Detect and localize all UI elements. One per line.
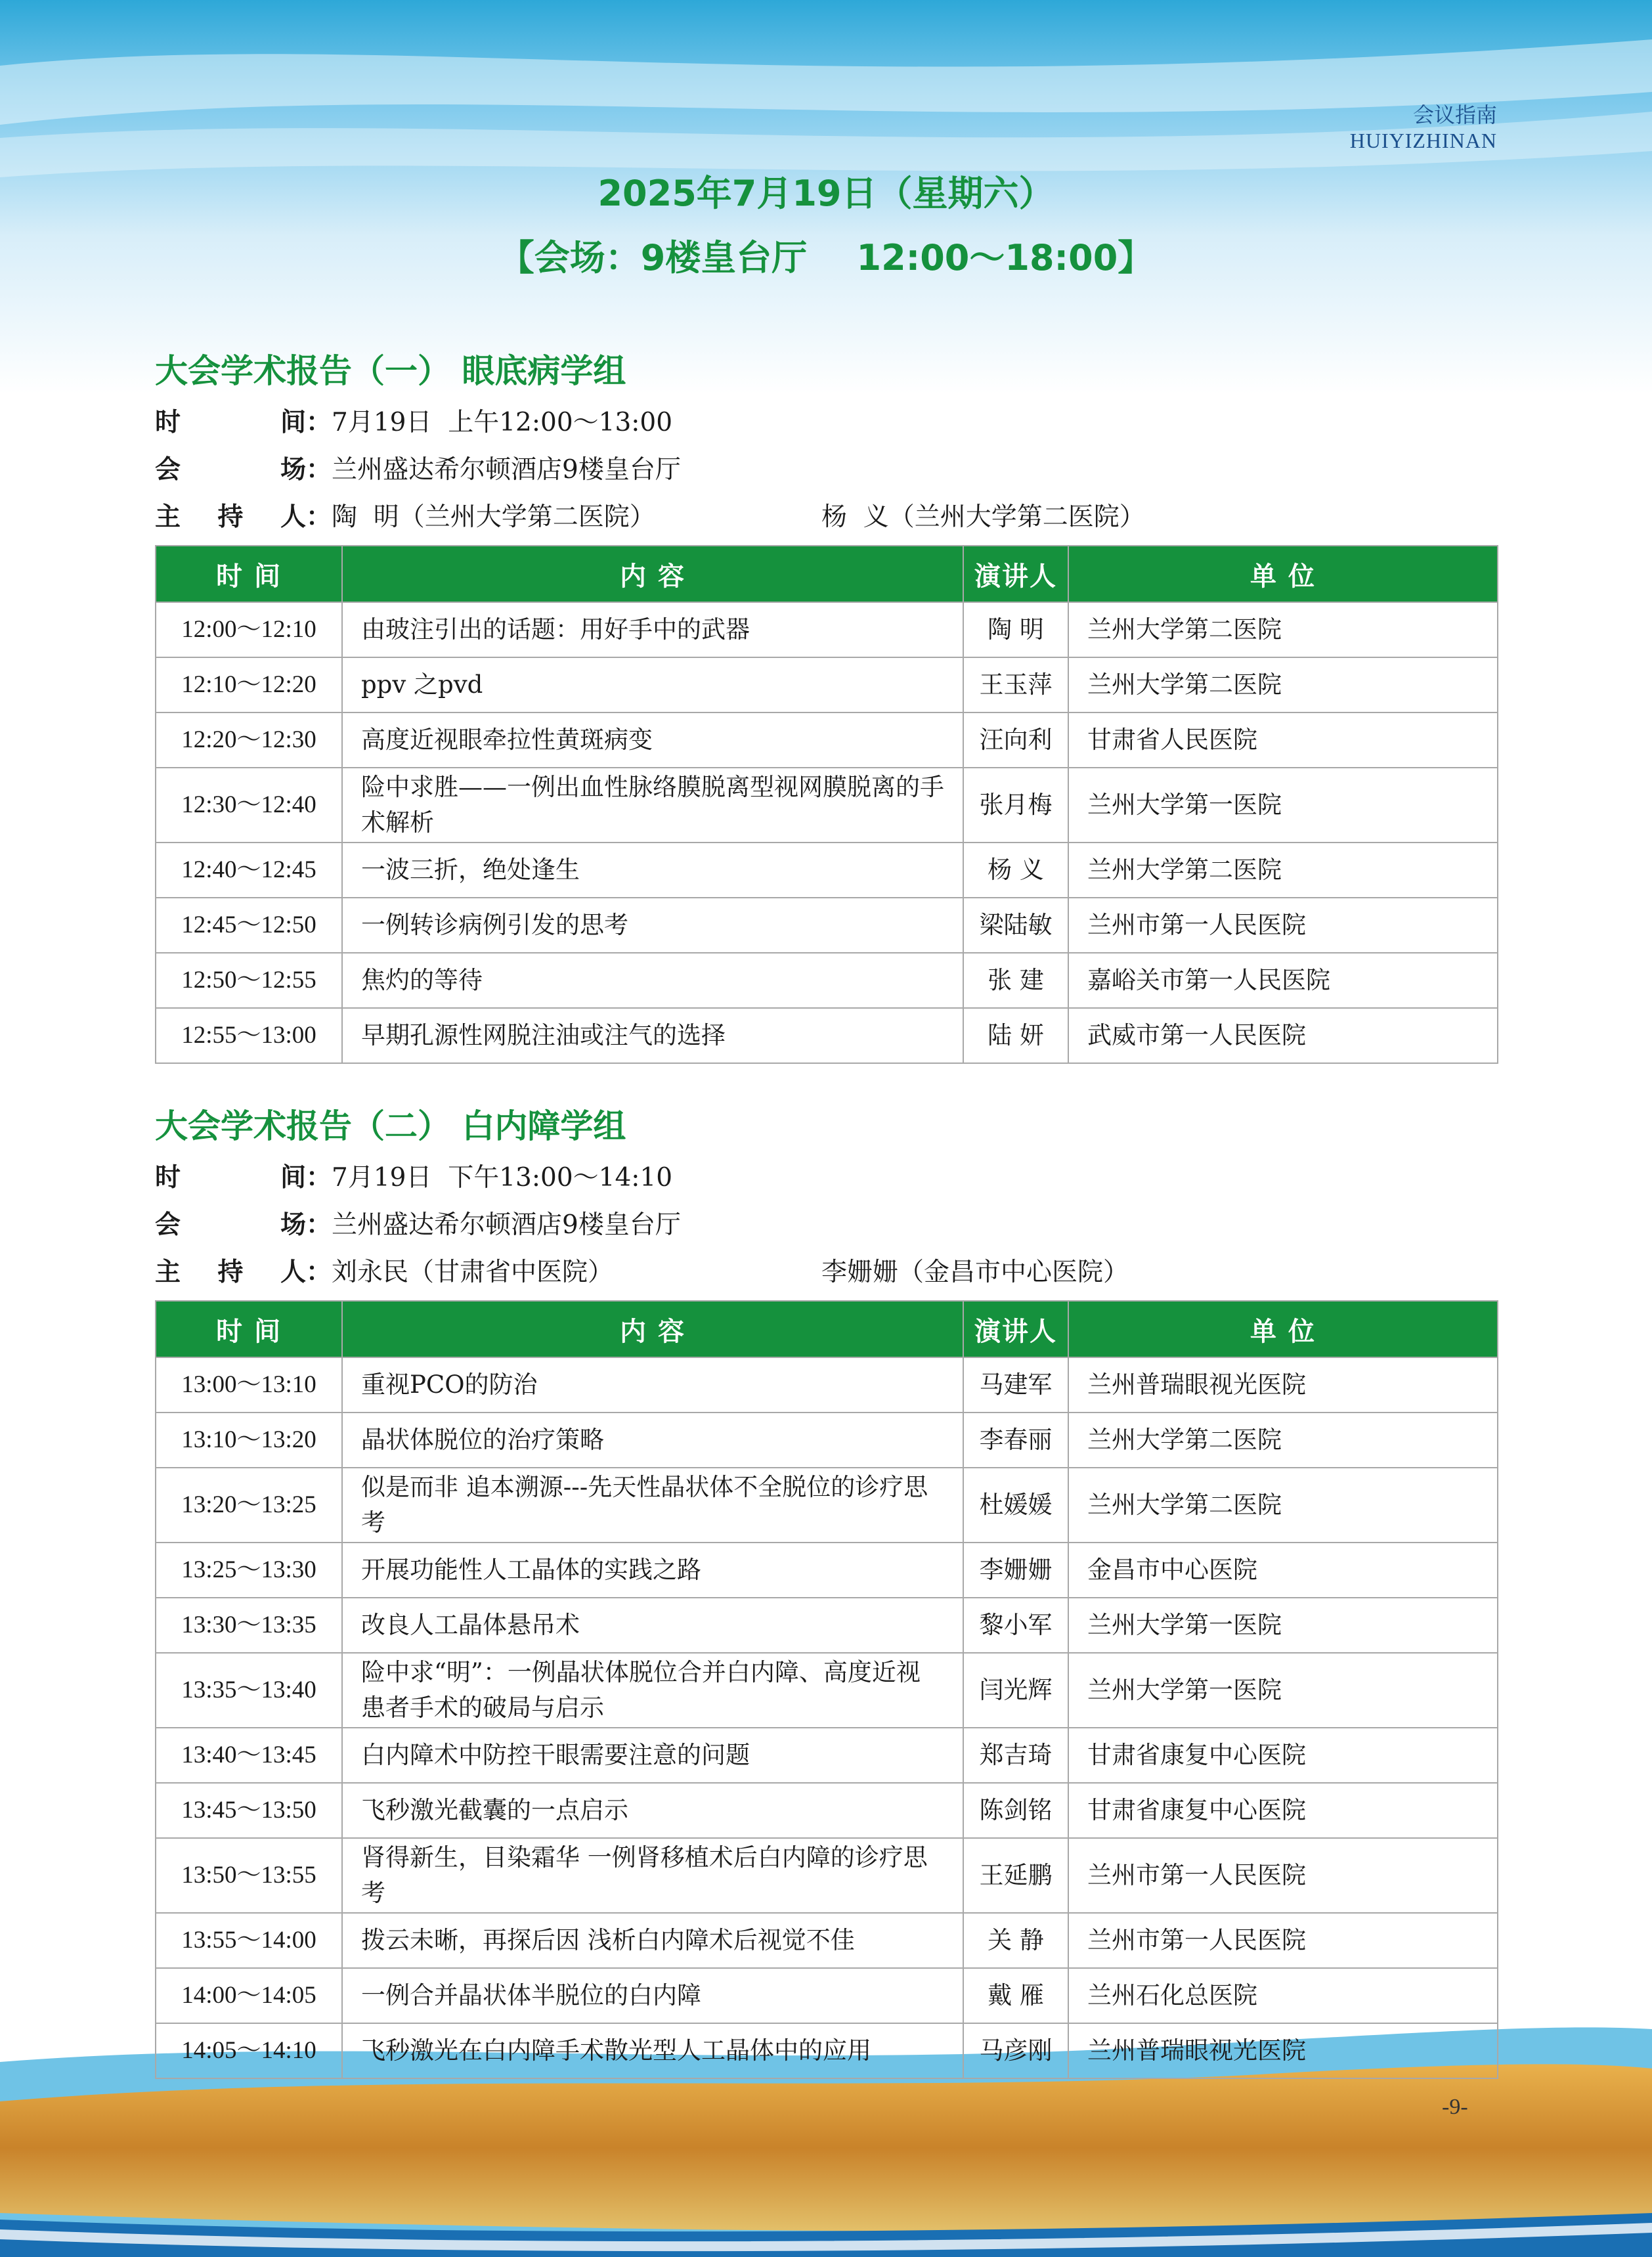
row-time: 12:00～12:10 [156,602,342,657]
session-host-row: 主 持 人 ： 陶 明（兰州大学第二医院） 杨 义（兰州大学第二医院） [155,494,1497,541]
row-speaker: 杜媛媛 [963,1468,1068,1543]
row-unit: 甘肃省康复中心医院 [1068,1728,1498,1783]
column-header-content: 内 容 [342,546,963,602]
row-content: 飞秒激光在白内障手术散光型人工晶体中的应用 [342,2023,963,2078]
host-name-1: 陶 明（兰州大学第二医院） [332,502,655,532]
row-time: 12:20～12:30 [156,712,342,768]
column-header-time: 时 间 [156,1301,342,1357]
row-content: 飞秒激光截囊的一点启示 [342,1783,963,1838]
row-time: 12:55～13:00 [156,1008,342,1063]
row-speaker: 马彦刚 [963,2023,1068,2078]
venue-heading: 【会场：9楼皇台厅 12:00～18:00】 [498,237,1154,278]
row-speaker: 陈剑铭 [963,1783,1068,1838]
row-unit: 兰州大学第一医院 [1068,1598,1498,1653]
table-row [156,1357,1498,1413]
row-speaker: 关 静 [963,1913,1068,1968]
column-header-content: 内 容 [342,1301,963,1357]
row-speaker: 黎小军 [963,1598,1068,1653]
schedule-table [155,545,1498,1064]
row-content: 焦灼的等待 [342,953,963,1008]
table-row [156,1728,1498,1783]
column-header-speaker: 演讲人 [963,1301,1068,1357]
row-content: 肾得新生，目染霜华 一例肾移植术后白内障的诊疗思考 [342,1838,963,1913]
table-row [156,768,1498,843]
row-speaker: 汪向利 [963,712,1068,768]
row-time: 14:05～14:10 [156,2023,342,2078]
row-speaker: 梁陆敏 [963,898,1068,953]
row-time: 13:55～14:00 [156,1913,342,1968]
row-content: 重视PCO的防治 [342,1357,963,1413]
row-speaker: 王玉萍 [963,657,1068,712]
row-unit: 兰州普瑞眼视光医院 [1068,1357,1498,1413]
time-label: 时 间 [155,408,306,437]
host-name-2: 李姗姗（金昌市中心医院） [821,1258,1129,1287]
row-speaker: 陶 明 [963,602,1068,657]
row-speaker: 张 建 [963,953,1068,1008]
row-unit: 兰州大学第二医院 [1068,602,1498,657]
row-time: 12:30～12:40 [156,768,342,843]
row-time: 12:45～12:50 [156,898,342,953]
session-venue-row: 会 场 ： 兰州盛达希尔顿酒店9楼皇台厅 [155,447,1497,494]
session-title: 大会学术报告（二） 白内障学组 [155,1107,626,1145]
session-venue-row: 会 场 ： 兰州盛达希尔顿酒店9楼皇台厅 [155,1202,1497,1249]
table-row [156,843,1498,898]
row-content: 改良人工晶体悬吊术 [342,1598,963,1653]
row-content: 高度近视眼牵拉性黄斑病变 [342,712,963,768]
table-row [156,1653,1498,1728]
column-header-speaker: 演讲人 [963,546,1068,602]
row-content: 晶状体脱位的治疗策略 [342,1413,963,1468]
row-speaker: 王延鹏 [963,1838,1068,1913]
row-unit: 嘉峪关市第一人民医院 [1068,953,1498,1008]
session-section-2 [155,1103,1497,2079]
host-name-1: 刘永民（甘肃省中医院） [332,1258,614,1287]
column-header-unit: 单 位 [1068,1301,1498,1357]
row-content: 由玻注引出的话题：用好手中的武器 [342,602,963,657]
row-unit: 金昌市中心医院 [1068,1543,1498,1598]
row-speaker: 李春丽 [963,1413,1068,1468]
table-row [156,953,1498,1008]
row-unit: 兰州石化总医院 [1068,1968,1498,2023]
row-speaker: 马建军 [963,1357,1068,1413]
row-content: 拨云未晰，再探后因 浅析白内障术后视觉不佳 [342,1913,963,1968]
row-speaker: 陆 妍 [963,1008,1068,1063]
row-speaker: 杨 义 [963,843,1068,898]
row-time: 13:10～13:20 [156,1413,342,1468]
row-time: 13:45～13:50 [156,1783,342,1838]
row-unit: 兰州市第一人民医院 [1068,898,1498,953]
table-row [156,602,1498,657]
row-unit: 兰州普瑞眼视光医院 [1068,2023,1498,2078]
table-row [156,1468,1498,1543]
row-time: 13:35～13:40 [156,1653,342,1728]
session-time-value: 7月19日 上午12:00～13:00 [332,408,673,437]
row-unit: 兰州市第一人民医院 [1068,1838,1498,1913]
row-time: 13:25～13:30 [156,1543,342,1598]
table-row [156,2023,1498,2078]
row-content: 白内障术中防控干眼需要注意的问题 [342,1728,963,1783]
session-section-1 [155,348,1497,1064]
venue-label: 会 场 [155,1210,306,1240]
row-unit: 兰州大学第二医院 [1068,843,1498,898]
table-row [156,1913,1498,1968]
table-row [156,712,1498,768]
host-label: 主 持 人 [155,502,306,532]
row-content: 一波三折，绝处逢生 [342,843,963,898]
row-unit: 武威市第一人民医院 [1068,1008,1498,1063]
column-header-time: 时 间 [156,546,342,602]
table-header-row [156,546,1498,602]
table-row [156,1413,1498,1468]
session-title: 大会学术报告（一） 眼底病学组 [155,352,626,390]
running-header-en: HUIYIZHINAN [1349,129,1497,152]
page-number: -9- [1442,2095,1468,2119]
row-unit: 甘肃省人民医院 [1068,712,1498,768]
row-content: 险中求胜——一例出血性脉络膜脱离型视网膜脱离的手术解析 [342,768,963,843]
row-speaker: 张月梅 [963,768,1068,843]
row-time: 13:50～13:55 [156,1838,342,1913]
row-content: 早期孔源性网脱注油或注气的选择 [342,1008,963,1063]
row-speaker: 李姗姗 [963,1543,1068,1598]
table-row [156,1838,1498,1913]
row-unit: 兰州大学第二医院 [1068,1413,1498,1468]
session-venue-value: 兰州盛达希尔顿酒店9楼皇台厅 [332,455,681,485]
session-venue-value: 兰州盛达希尔顿酒店9楼皇台厅 [332,1210,681,1240]
column-header-unit: 单 位 [1068,546,1498,602]
table-row [156,1543,1498,1598]
table-row [156,898,1498,953]
table-header-row [156,1301,1498,1357]
session-time-row: 时 间 ： 7月19日 下午13:00～14:10 [155,1154,1497,1202]
table-row [156,1783,1498,1838]
row-time: 13:20～13:25 [156,1468,342,1543]
row-content: 一例转诊病例引发的思考 [342,898,963,953]
session-time-row: 时 间 ： 7月19日 上午12:00～13:00 [155,399,1497,447]
table-row [156,1008,1498,1063]
session-host-row: 主 持 人 ： 刘永民（甘肃省中医院） 李姗姗（金昌市中心医院） [155,1249,1497,1296]
row-unit: 兰州大学第二医院 [1068,1468,1498,1543]
row-content: 一例合并晶状体半脱位的白内障 [342,1968,963,2023]
row-unit: 甘肃省康复中心医院 [1068,1783,1498,1838]
row-unit: 兰州大学第一医院 [1068,768,1498,843]
host-name-2: 杨 义（兰州大学第二医院） [821,502,1145,532]
row-unit: 兰州大学第二医院 [1068,657,1498,712]
row-content: ppv 之pvd [342,657,963,712]
schedule-table [155,1300,1498,2079]
row-content: 险中求“明”：一例晶状体脱位合并白内障、高度近视患者手术的破局与启示 [342,1653,963,1728]
row-speaker: 戴 雁 [963,1968,1068,2023]
row-content: 开展功能性人工晶体的实践之路 [342,1543,963,1598]
row-time: 13:30～13:35 [156,1598,342,1653]
row-time: 12:40～12:45 [156,843,342,898]
running-header-cn: 会议指南 [1412,102,1497,127]
table-row [156,1598,1498,1653]
row-time: 12:10～12:20 [156,657,342,712]
venue-label: 会 场 [155,455,306,485]
row-content: 似是而非 追本溯源---先天性晶状体不全脱位的诊疗思考 [342,1468,963,1543]
row-speaker: 闫光辉 [963,1653,1068,1728]
date-heading: 2025年7月19日（星期六） [598,173,1054,214]
session-time-value: 7月19日 下午13:00～14:10 [332,1163,673,1193]
table-row [156,657,1498,712]
row-speaker: 郑吉琦 [963,1728,1068,1783]
time-label: 时 间 [155,1163,306,1193]
row-time: 13:40～13:45 [156,1728,342,1783]
table-row [156,1968,1498,2023]
row-unit: 兰州大学第一医院 [1068,1653,1498,1728]
row-time: 13:00～13:10 [156,1357,342,1413]
row-time: 12:50～12:55 [156,953,342,1008]
row-time: 14:00～14:05 [156,1968,342,2023]
host-label: 主 持 人 [155,1258,306,1287]
row-unit: 兰州市第一人民医院 [1068,1913,1498,1968]
